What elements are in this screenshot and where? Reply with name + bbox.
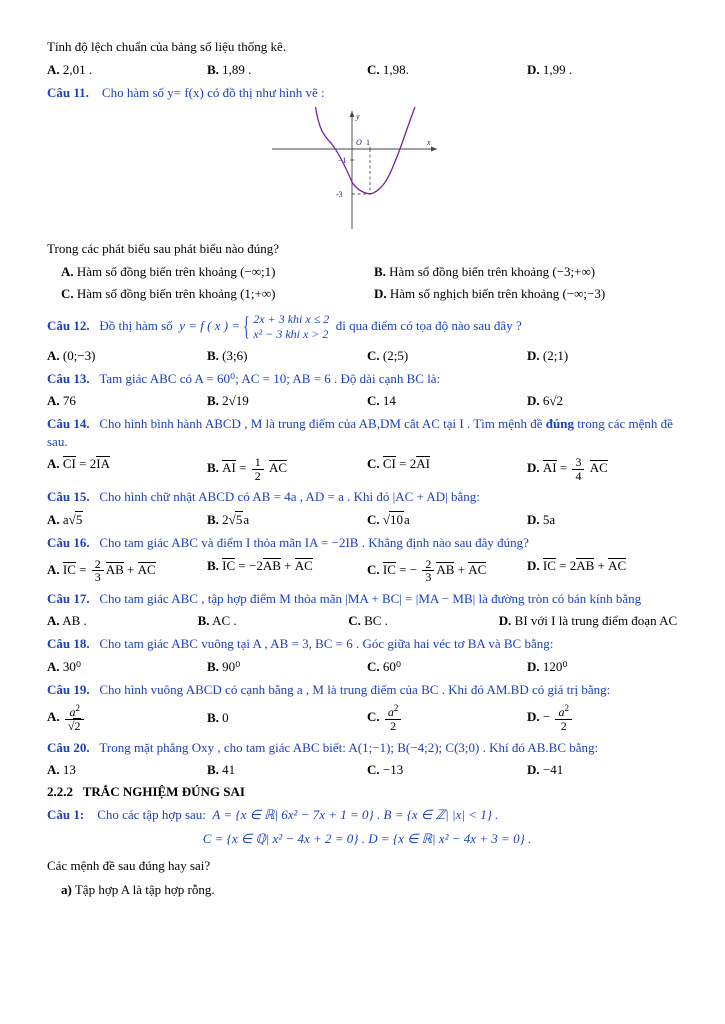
option-text: 2√19 xyxy=(222,393,249,409)
option-label: A. xyxy=(47,347,60,363)
option-b xyxy=(207,710,367,726)
option-a xyxy=(47,348,207,364)
option-label: B. xyxy=(207,512,219,528)
option-label: A. xyxy=(47,709,60,725)
option-text: 6√2 xyxy=(542,393,564,409)
option-label: B. xyxy=(207,460,219,476)
option-a xyxy=(47,613,198,629)
question-14 xyxy=(47,415,687,450)
parabola-graph xyxy=(252,107,482,232)
question-18-number: Câu 18. xyxy=(47,636,90,652)
option-label: D. xyxy=(527,557,540,573)
case-2: x² − 3 khi x > 2 xyxy=(253,326,329,341)
option-c xyxy=(348,613,499,629)
question-17-number: Câu 17. xyxy=(47,590,90,606)
question-14-stem-1: Cho hình bình hành ABCD , M là trung điểm của AB,DM cắt AC tại I . Tìm mệnh đề xyxy=(99,416,546,432)
question-13-number: Câu 13. xyxy=(47,370,90,386)
option-text: 30⁰ xyxy=(62,658,82,674)
set-c: C = {x ∈ ℚ| x² − 4x + 2 = 0} . xyxy=(202,830,365,846)
question-19-options xyxy=(47,704,687,732)
question-20-number: Câu 20. xyxy=(47,739,90,755)
option-d xyxy=(374,286,687,302)
ds-question-1-stem: Cho các tập hợp sau: xyxy=(97,807,206,823)
question-18-options xyxy=(47,659,687,675)
option-label: C. xyxy=(367,561,380,577)
option-d xyxy=(527,456,687,482)
option-c xyxy=(367,348,527,364)
option-interval: (−∞;−3) xyxy=(562,285,606,301)
option-a xyxy=(47,264,374,280)
option-label: B. xyxy=(207,393,219,409)
option-text: IC = $\frac{2}{3}$ AB + AC xyxy=(62,556,156,585)
option-d xyxy=(527,348,687,364)
question-13-options xyxy=(47,393,687,409)
question-20-stem: Trong mặt phẳng Oxy , cho tam giác ABC biết: A(1;−1); B(−4;2); C(3;0) . Khí đó AB.BC bằng: xyxy=(99,739,599,755)
option-d xyxy=(527,762,687,778)
option-text: BI với I là trung điểm đoạn AC xyxy=(514,613,678,629)
option-text: CI = 2AI xyxy=(382,456,430,472)
option-text: Hàm số nghịch biến trên khoảng xyxy=(389,285,560,301)
option-text: (3;6) xyxy=(222,347,248,363)
option-label: A. xyxy=(47,512,60,528)
question-15-number: Câu 15. xyxy=(47,489,90,505)
option-text: Hàm số đồng biến trên khoảng xyxy=(76,285,237,301)
question-20 xyxy=(47,739,687,757)
question-11-substem: Trong các phát biểu sau phát biểu nào đúng? xyxy=(47,241,280,257)
option-label: A. xyxy=(47,393,60,409)
option-b xyxy=(207,62,367,78)
option-label: D. xyxy=(527,460,540,476)
option-b xyxy=(207,393,367,409)
option-label: D. xyxy=(527,762,540,778)
question-17-options xyxy=(47,613,687,629)
option-label: A. xyxy=(47,762,60,778)
ds-item-a xyxy=(47,881,687,899)
option-text: 1,98. xyxy=(382,61,409,77)
question-12-stem-a: Đồ thị hàm số xyxy=(99,317,173,333)
option-label: D. xyxy=(527,393,540,409)
question-17-stem: Cho tam giác ABC , tập hợp điểm M thỏa mãn |MA + BC| = |MA − MB| là đường tròn có bán kính bằng xyxy=(99,590,642,606)
question-13-stem: Tam giác ABC có A = 60⁰; AC = 10; AB = 6 . Độ dài cạnh BC là: xyxy=(99,370,441,386)
option-a xyxy=(47,558,207,584)
option-text: 60⁰ xyxy=(382,658,402,674)
option-d xyxy=(527,704,687,732)
option-b xyxy=(374,264,687,280)
intro-line: Tính độ lệch chuẩn của bảng số liệu thống kê. xyxy=(47,39,286,54)
option-label: D. xyxy=(374,285,387,301)
option-text: 2√5a xyxy=(222,512,250,528)
option-text: IC = −2AB + AC xyxy=(222,557,313,573)
svg-text:1: 1 xyxy=(366,138,370,148)
ds-item-a-label: a) xyxy=(61,881,72,897)
option-c xyxy=(367,659,527,675)
option-b xyxy=(198,613,349,629)
option-b xyxy=(207,348,367,364)
option-text: 41 xyxy=(222,762,236,778)
option-label: D. xyxy=(498,613,512,629)
option-label: D. xyxy=(527,658,540,674)
option-text: $\frac{a^2}{2}$ xyxy=(383,709,404,724)
option-c xyxy=(367,704,527,732)
svg-text:-3: -3 xyxy=(336,190,343,200)
question-11-options-row1 xyxy=(47,264,687,280)
option-text: AI = $\frac{3}{4}$ AC xyxy=(542,455,608,483)
question-14-stem-2: trong các mệnh đề sau. xyxy=(47,416,673,449)
option-label: C. xyxy=(367,61,380,77)
option-text: (2;5) xyxy=(382,347,409,363)
question-11-options-row2 xyxy=(47,286,687,302)
question-19-number: Câu 19. xyxy=(47,681,90,697)
svg-text:−1: −1 xyxy=(338,156,347,166)
question-16 xyxy=(47,534,687,552)
option-text: CI = 2IA xyxy=(62,456,110,472)
option-label: B. xyxy=(374,263,386,279)
option-label: C. xyxy=(367,709,380,725)
option-a xyxy=(47,762,207,778)
question-11-stem: Cho hàm số y= f(x) có đồ thị như hình vẽ : xyxy=(101,84,325,100)
question-12 xyxy=(47,312,687,342)
option-label: B. xyxy=(207,762,219,778)
option-a xyxy=(47,393,207,409)
option-text: $\frac{a^2}{√2}$ xyxy=(63,709,87,724)
option-label: D. xyxy=(527,61,540,77)
option-label: C. xyxy=(367,456,380,472)
option-label: B. xyxy=(207,658,219,674)
option-d xyxy=(527,62,687,78)
question-16-stem: Cho tam giác ABC và điểm I thỏa mãn IA = −2IB . Khẳng định nào sau đây đúng? xyxy=(99,535,529,551)
option-label: B. xyxy=(207,61,219,77)
option-label: C. xyxy=(367,762,380,778)
svg-text:O: O xyxy=(356,138,362,148)
option-text: −41 xyxy=(542,762,564,778)
ds-question-1-sets-line2 xyxy=(47,830,687,848)
question-12-options xyxy=(47,348,687,364)
ds-question-1-number: Câu 1: xyxy=(47,807,85,823)
option-c xyxy=(367,456,527,482)
question-18 xyxy=(47,635,687,653)
question-12-function: y = f ( x ) = xyxy=(179,317,241,333)
ds-question-1-prompt: Các mệnh đề sau đúng hay sai? xyxy=(47,858,211,874)
option-c xyxy=(367,393,527,409)
option-text: 0 xyxy=(222,710,229,726)
option-text: 76 xyxy=(62,393,76,409)
option-label: C. xyxy=(348,613,361,629)
option-label: B. xyxy=(207,710,219,726)
option-b xyxy=(207,558,367,584)
option-text: (2;1) xyxy=(542,347,569,363)
question-16-number: Câu 16. xyxy=(47,535,90,551)
question-15-options xyxy=(47,512,687,528)
option-text: IC = − $\frac{2}{3}$ AB + AC xyxy=(382,556,487,585)
option-d xyxy=(527,512,687,528)
option-text: 1,89 . xyxy=(222,61,252,77)
option-text: 90⁰ xyxy=(222,658,241,674)
question-20-options xyxy=(47,762,687,778)
option-label: B. xyxy=(207,347,219,363)
option-text: AB . xyxy=(62,613,87,629)
option-interval: (1;+∞) xyxy=(240,285,276,301)
option-a xyxy=(47,456,207,482)
svg-text:y: y xyxy=(356,112,360,122)
option-d xyxy=(499,613,687,629)
option-label: B. xyxy=(197,613,210,629)
option-b xyxy=(207,762,367,778)
question-19 xyxy=(47,681,687,699)
option-text: BC . xyxy=(364,613,388,629)
question-14-options xyxy=(47,456,687,482)
option-text: a√5 xyxy=(62,512,83,528)
option-label: C. xyxy=(367,393,380,409)
option-a xyxy=(47,62,207,78)
option-d xyxy=(527,558,687,584)
set-b: B = {x ∈ ℤ| |x| < 1} . xyxy=(383,807,499,823)
option-d xyxy=(527,659,687,675)
set-a: A = {x ∈ ℝ| 6x² − 7x + 1 = 0} . xyxy=(212,807,381,823)
option-label: C. xyxy=(61,285,74,301)
option-b xyxy=(207,456,367,482)
option-label: D. xyxy=(527,347,540,363)
option-text: Hàm số đồng biến trên khoảng xyxy=(389,263,550,279)
option-text: 13 xyxy=(62,762,76,778)
option-text: √10a xyxy=(382,512,410,528)
option-text: 14 xyxy=(382,393,396,409)
option-label: C. xyxy=(367,512,380,528)
option-a xyxy=(47,512,207,528)
option-label: D. xyxy=(527,512,540,528)
parabola-svg xyxy=(252,107,482,232)
option-label: A. xyxy=(47,61,60,77)
section-title: TRẮC NGHIỆM ĐÚNG SAI xyxy=(82,784,245,800)
option-label: C. xyxy=(367,658,380,674)
set-d: D = {x ∈ ℝ| x² − 4x + 3 = 0} . xyxy=(368,830,532,846)
question-11 xyxy=(47,84,687,102)
section-number: 2.2.2 xyxy=(47,784,73,800)
section-heading xyxy=(47,784,687,800)
option-label: A. xyxy=(61,263,74,279)
option-text: 1,99 . xyxy=(542,61,573,77)
option-text: (0;−3) xyxy=(62,347,96,363)
option-label: A. xyxy=(47,658,60,674)
piecewise-cases xyxy=(243,312,329,342)
option-text: −13 xyxy=(382,762,404,778)
question-15 xyxy=(47,488,687,506)
question-12-number: Câu 12. xyxy=(47,317,90,333)
option-d xyxy=(527,393,687,409)
document-page xyxy=(47,38,687,904)
intro-options xyxy=(47,62,687,78)
question-15-stem: Cho hình chữ nhật ABCD có AB = 4a , AD = a . Khi đó |AC + AD| bằng: xyxy=(99,489,480,505)
option-c xyxy=(47,286,374,302)
option-c xyxy=(367,762,527,778)
question-17 xyxy=(47,590,687,608)
option-label: B. xyxy=(207,557,219,573)
option-text: AI = $\frac{1}{2}$ AC xyxy=(222,455,288,483)
question-12-stem-b: đi qua điểm có tọa độ nào sau đây ? xyxy=(335,317,522,333)
option-text: 2,01 . xyxy=(62,61,93,77)
option-text: 5a xyxy=(542,512,556,528)
question-19-stem: Cho hình vuông ABCD có cạnh bằng a , M là trung điểm của BC . Khi đó AM.BD có giá trị bằng: xyxy=(99,681,611,697)
option-c xyxy=(367,512,527,528)
option-c xyxy=(367,62,527,78)
option-text: − $\frac{a^2}{2}$ xyxy=(543,709,574,724)
option-c xyxy=(367,558,527,584)
option-b xyxy=(207,659,367,675)
option-interval: (−3;+∞) xyxy=(552,263,596,279)
option-b xyxy=(207,512,367,528)
option-text: Hàm số đồng biến trên khoảng xyxy=(76,263,237,279)
option-a xyxy=(47,704,207,732)
option-label: C. xyxy=(367,347,380,363)
option-label: A. xyxy=(47,613,60,629)
option-text: AC . xyxy=(212,613,237,629)
ds-question-1 xyxy=(47,806,687,824)
question-14-number: Câu 14. xyxy=(47,416,90,432)
ds-item-a-text: Tập hợp A là tập hợp rỗng. xyxy=(74,881,215,897)
question-16-options xyxy=(47,558,687,584)
question-13 xyxy=(47,370,687,388)
question-11-number: Câu 11. xyxy=(47,84,89,100)
question-18-stem: Cho tam giác ABC vuông tại A , AB = 3, BC = 6 . Góc giữa hai véc tơ BA và BC bằng: xyxy=(99,636,554,652)
question-14-stem-bold: đúng xyxy=(545,416,574,432)
option-text: 120⁰ xyxy=(542,658,568,674)
option-text: IC = 2AB + AC xyxy=(542,557,627,573)
option-a xyxy=(47,659,207,675)
option-label: D. xyxy=(527,709,540,725)
option-label: A. xyxy=(47,561,60,577)
option-interval: (−∞;1) xyxy=(240,263,276,279)
option-label: A. xyxy=(47,456,60,472)
svg-text:x: x xyxy=(427,138,431,148)
case-1: { 2x + 3 khi x ≤ 2 xyxy=(253,311,330,326)
